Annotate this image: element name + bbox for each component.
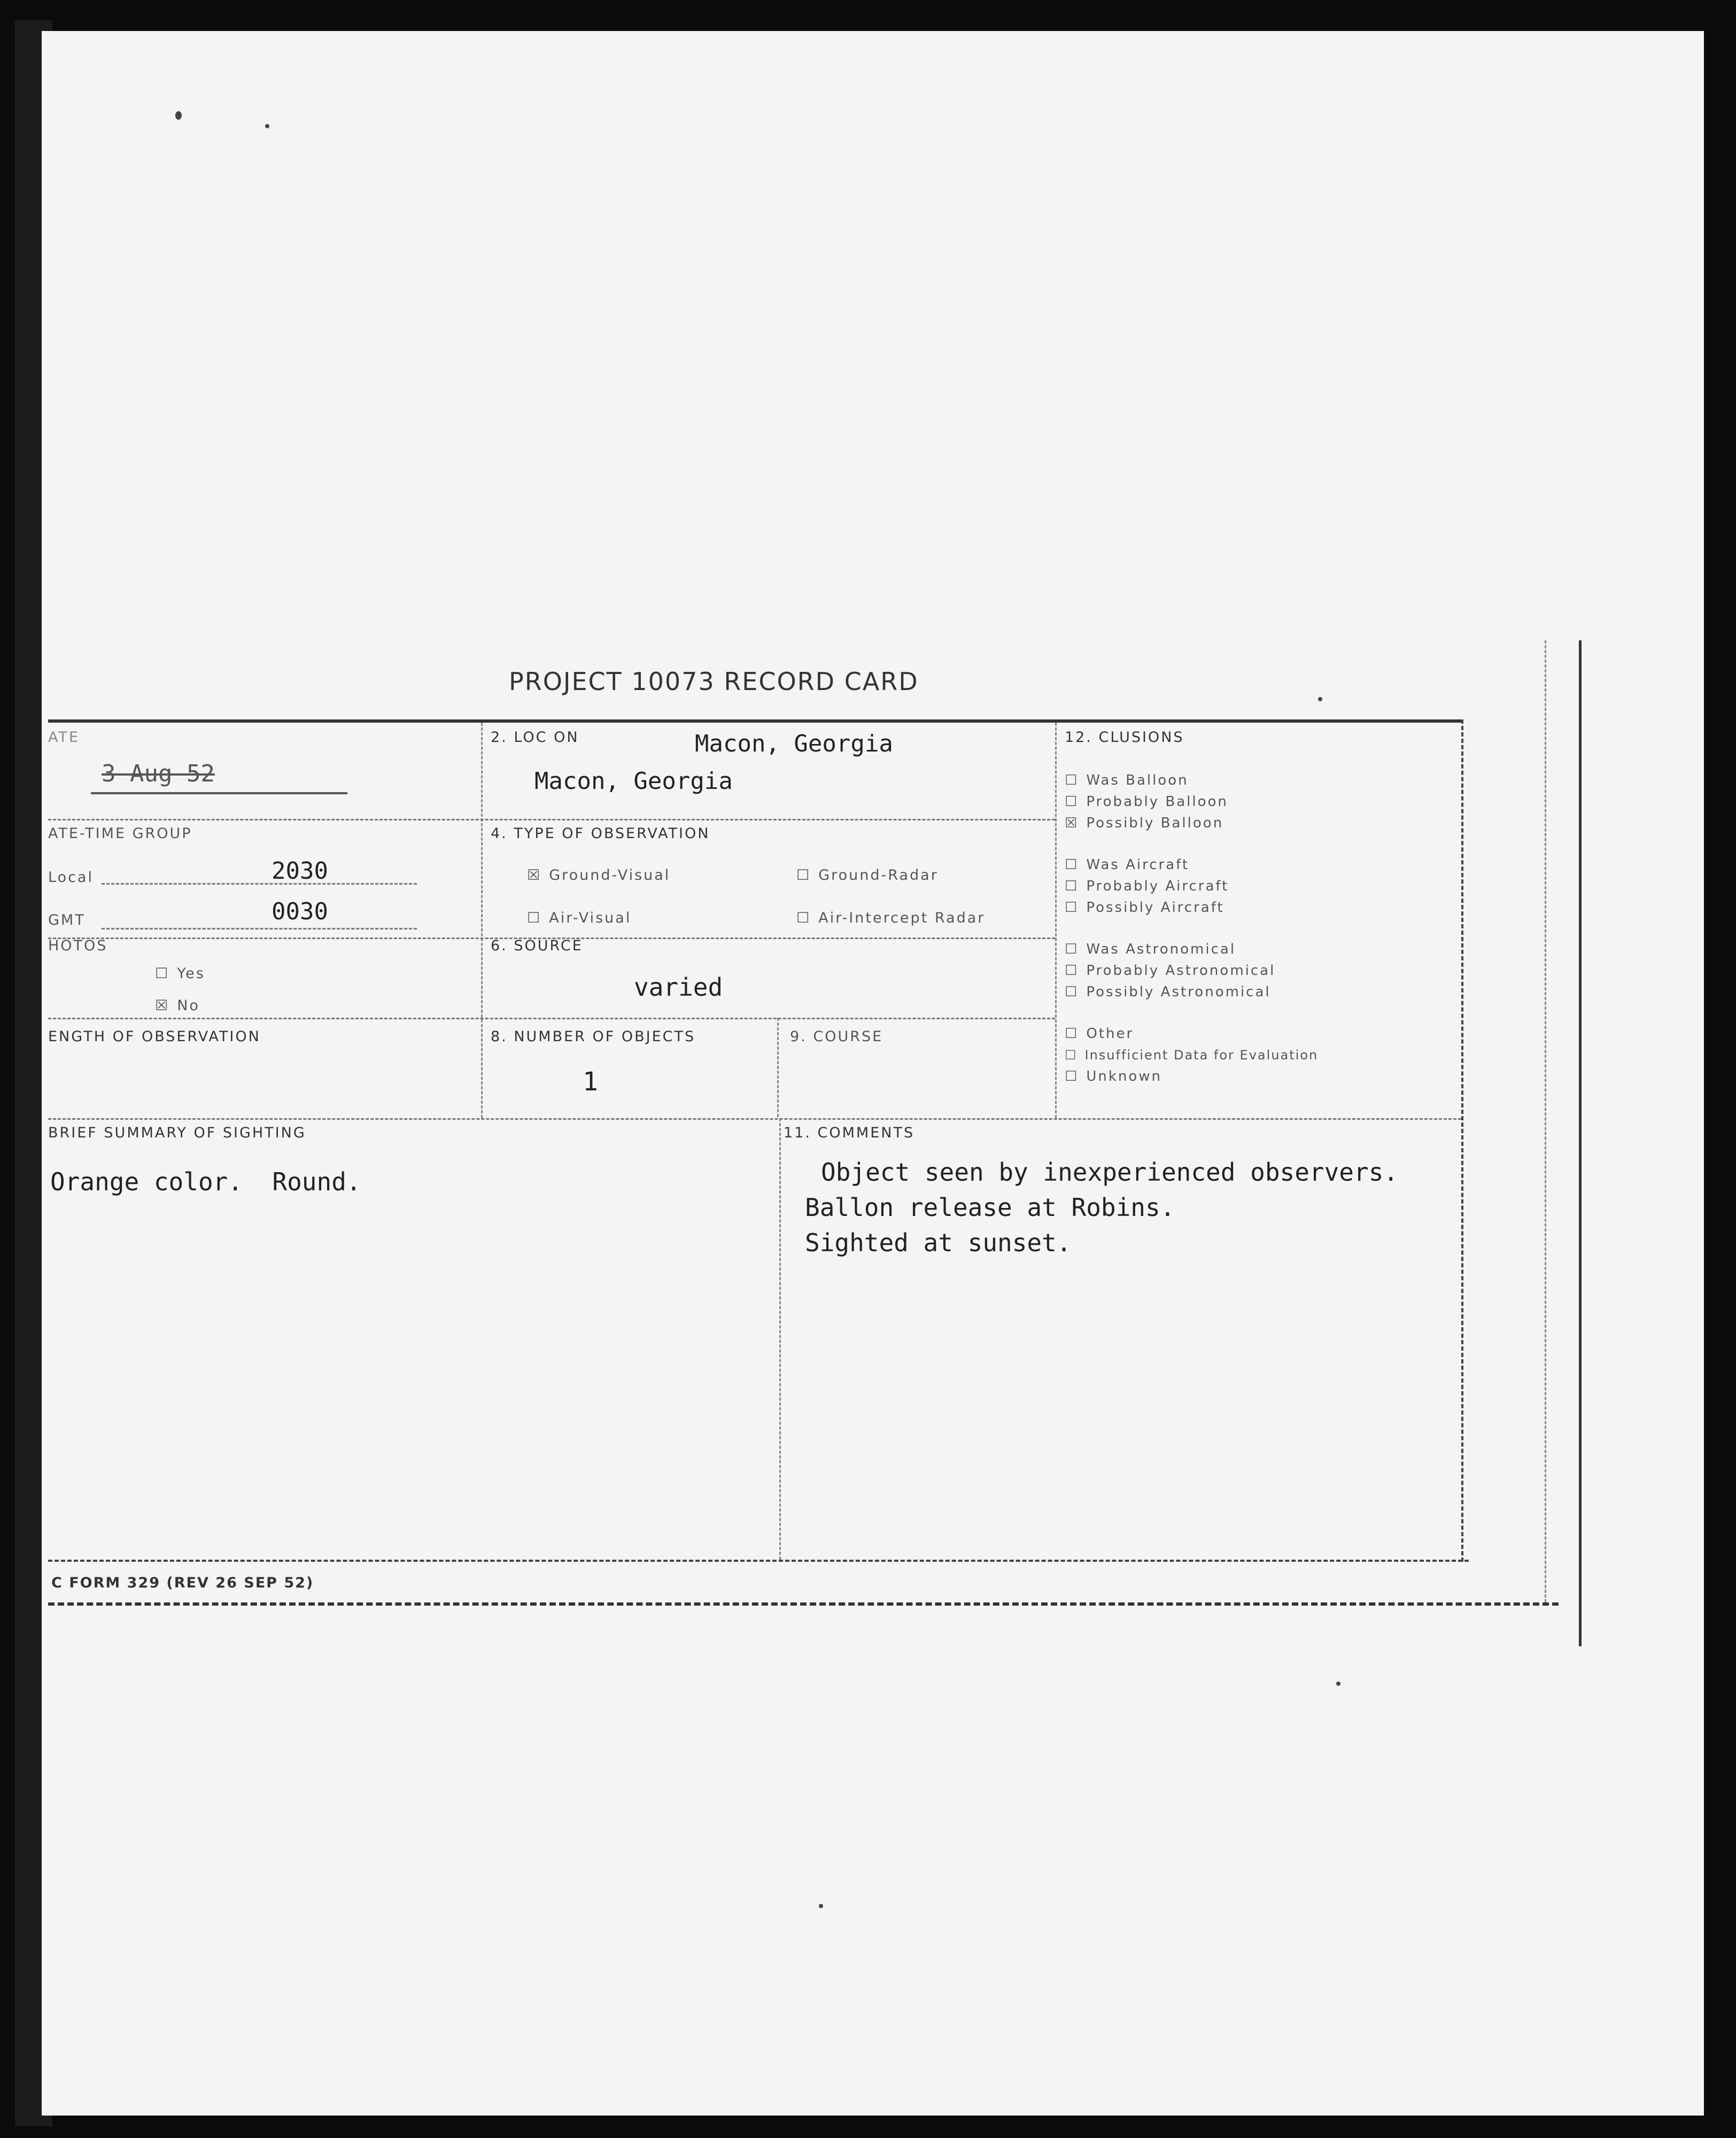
checkbox-icon: ☐	[527, 910, 542, 926]
conclusions-label: 12. CLUSIONS	[1065, 729, 1184, 746]
conclusion-was-balloon	[1065, 770, 1460, 791]
checkbox-icon: ☒	[155, 997, 170, 1014]
conclusion-label: Probably Aircraft	[1086, 878, 1229, 894]
conclusion-label: Was Aircraft	[1086, 857, 1190, 873]
conclusion-label: Possibly Aircraft	[1086, 900, 1224, 916]
date-label: ATE	[48, 729, 80, 746]
speck	[265, 124, 269, 128]
checkbox-icon: ☐	[155, 965, 170, 982]
checkbox-icon: ☐	[1065, 772, 1079, 788]
conclusion-label: Probably Astronomical	[1086, 963, 1276, 979]
speck	[1336, 1682, 1340, 1686]
comments-line-3: Sighted at sunset.	[805, 1228, 1072, 1257]
speck	[819, 1904, 823, 1908]
location-value-2: Macon, Georgia	[534, 768, 733, 795]
checkbox-icon: ☒	[1065, 815, 1079, 831]
card-bottom-border	[48, 1560, 1469, 1562]
location-label: 2. LOC ON	[491, 729, 579, 746]
checkbox-icon: ☐	[796, 910, 811, 926]
dtg-local-value: 2030	[272, 857, 328, 885]
conclusion-label: Was Balloon	[1086, 772, 1189, 788]
length-label: ENGTH OF OBSERVATION	[48, 1028, 261, 1045]
summary-label: BRIEF SUMMARY OF SIGHTING	[48, 1125, 306, 1141]
conclusion-insufficient-data	[1065, 1044, 1460, 1066]
option-label: Air-Visual	[549, 910, 632, 926]
conclusion-label: Unknown	[1086, 1068, 1162, 1085]
option-label: Ground-Radar	[818, 867, 939, 884]
photos-label: HOTOS	[48, 938, 108, 954]
dtg-local-line	[102, 883, 417, 885]
option-label: No	[177, 997, 200, 1014]
checkbox-icon: ☐	[1065, 1048, 1078, 1063]
obs-ground-visual	[527, 867, 670, 884]
card-right-border	[1461, 719, 1463, 1562]
summary-text: Orange color. Round.	[50, 1167, 361, 1196]
conclusion-other	[1065, 1023, 1460, 1044]
divider-h1	[48, 819, 1055, 820]
frame-line-right	[1579, 640, 1582, 1646]
checkbox-icon: ☐	[1065, 1068, 1079, 1085]
form-number: C FORM 329 (REV 26 SEP 52)	[51, 1575, 314, 1591]
checkbox-icon: ☐	[1065, 900, 1079, 916]
checkbox-icon: ☐	[1065, 1026, 1079, 1042]
card-title: PROJECT 10073 RECORD CARD	[509, 667, 919, 696]
photos-yes	[155, 965, 205, 982]
dtg-gmt-line	[102, 928, 417, 929]
source-label: 6. SOURCE	[491, 938, 583, 954]
dtg-local-label: Local	[48, 869, 94, 886]
dtg-label: ATE-TIME GROUP	[48, 825, 192, 842]
checkbox-icon: ☐	[1065, 878, 1079, 894]
conclusion-possibly-aircraft	[1065, 897, 1460, 918]
objects-label: 8. NUMBER OF OBJECTS	[491, 1028, 696, 1045]
divider-v4	[779, 1118, 781, 1560]
checkbox-icon: ☐	[796, 867, 811, 884]
obs-ground-radar	[796, 867, 939, 884]
obs-air-visual	[527, 910, 631, 926]
checkbox-icon: ☒	[527, 867, 542, 884]
divider-h3	[48, 1018, 1055, 1019]
conclusion-label: Was Astronomical	[1086, 941, 1236, 957]
card-top-border	[48, 719, 1461, 723]
conclusion-label: Insufficient Data for Evaluation	[1084, 1048, 1319, 1063]
checkbox-icon: ☐	[1065, 963, 1079, 979]
option-label: Yes	[177, 965, 205, 982]
divider-v2	[1055, 723, 1057, 1118]
divider-v1	[481, 723, 483, 1118]
card-outer-bottom	[48, 1602, 1559, 1606]
source-value: varied	[634, 973, 723, 1002]
checkbox-icon: ☐	[1065, 984, 1079, 1000]
conclusion-probably-balloon	[1065, 791, 1460, 812]
photos-no	[155, 997, 200, 1014]
date-value: 3 Aug 52	[102, 760, 215, 787]
dtg-gmt-label: GMT	[48, 912, 86, 928]
obs-air-intercept-radar	[796, 910, 985, 926]
option-label: Ground-Visual	[549, 867, 671, 884]
divider-v3	[777, 1018, 779, 1117]
checkbox-icon: ☐	[1065, 941, 1079, 957]
conclusion-was-aircraft	[1065, 854, 1460, 876]
option-label: Air-Intercept Radar	[818, 910, 986, 926]
conclusion-label: Other	[1086, 1026, 1134, 1042]
speck	[175, 111, 182, 120]
divider-h4	[48, 1118, 1461, 1120]
conclusion-was-astronomical	[1065, 939, 1460, 960]
comments-label: 11. COMMENTS	[784, 1125, 915, 1141]
conclusion-unknown	[1065, 1066, 1460, 1087]
objects-value: 1	[583, 1067, 598, 1097]
conclusions-list	[1065, 770, 1460, 1114]
comments-line-1: Object seen by inexperienced observers.	[821, 1158, 1399, 1187]
frame-line-inner	[1545, 640, 1546, 1602]
conclusion-probably-aircraft	[1065, 876, 1460, 897]
conclusion-label: Probably Balloon	[1086, 794, 1228, 810]
conclusion-label: Possibly Astronomical	[1086, 984, 1271, 1000]
checkbox-icon: ☐	[1065, 794, 1079, 810]
conclusion-possibly-astronomical	[1065, 981, 1460, 1003]
conclusion-probably-astronomical	[1065, 960, 1460, 981]
date-underline	[91, 792, 347, 794]
observation-type-label: 4. TYPE OF OBSERVATION	[491, 825, 710, 842]
comments-line-2: Ballon release at Robins.	[805, 1193, 1175, 1222]
conclusion-possibly-balloon	[1065, 812, 1460, 834]
conclusion-label: Possibly Balloon	[1086, 815, 1224, 831]
location-value-1: Macon, Georgia	[695, 730, 893, 757]
checkbox-icon: ☐	[1065, 857, 1079, 873]
dtg-gmt-value: 0030	[272, 898, 328, 925]
speck	[1318, 697, 1322, 701]
course-label: 9. COURSE	[790, 1028, 883, 1045]
